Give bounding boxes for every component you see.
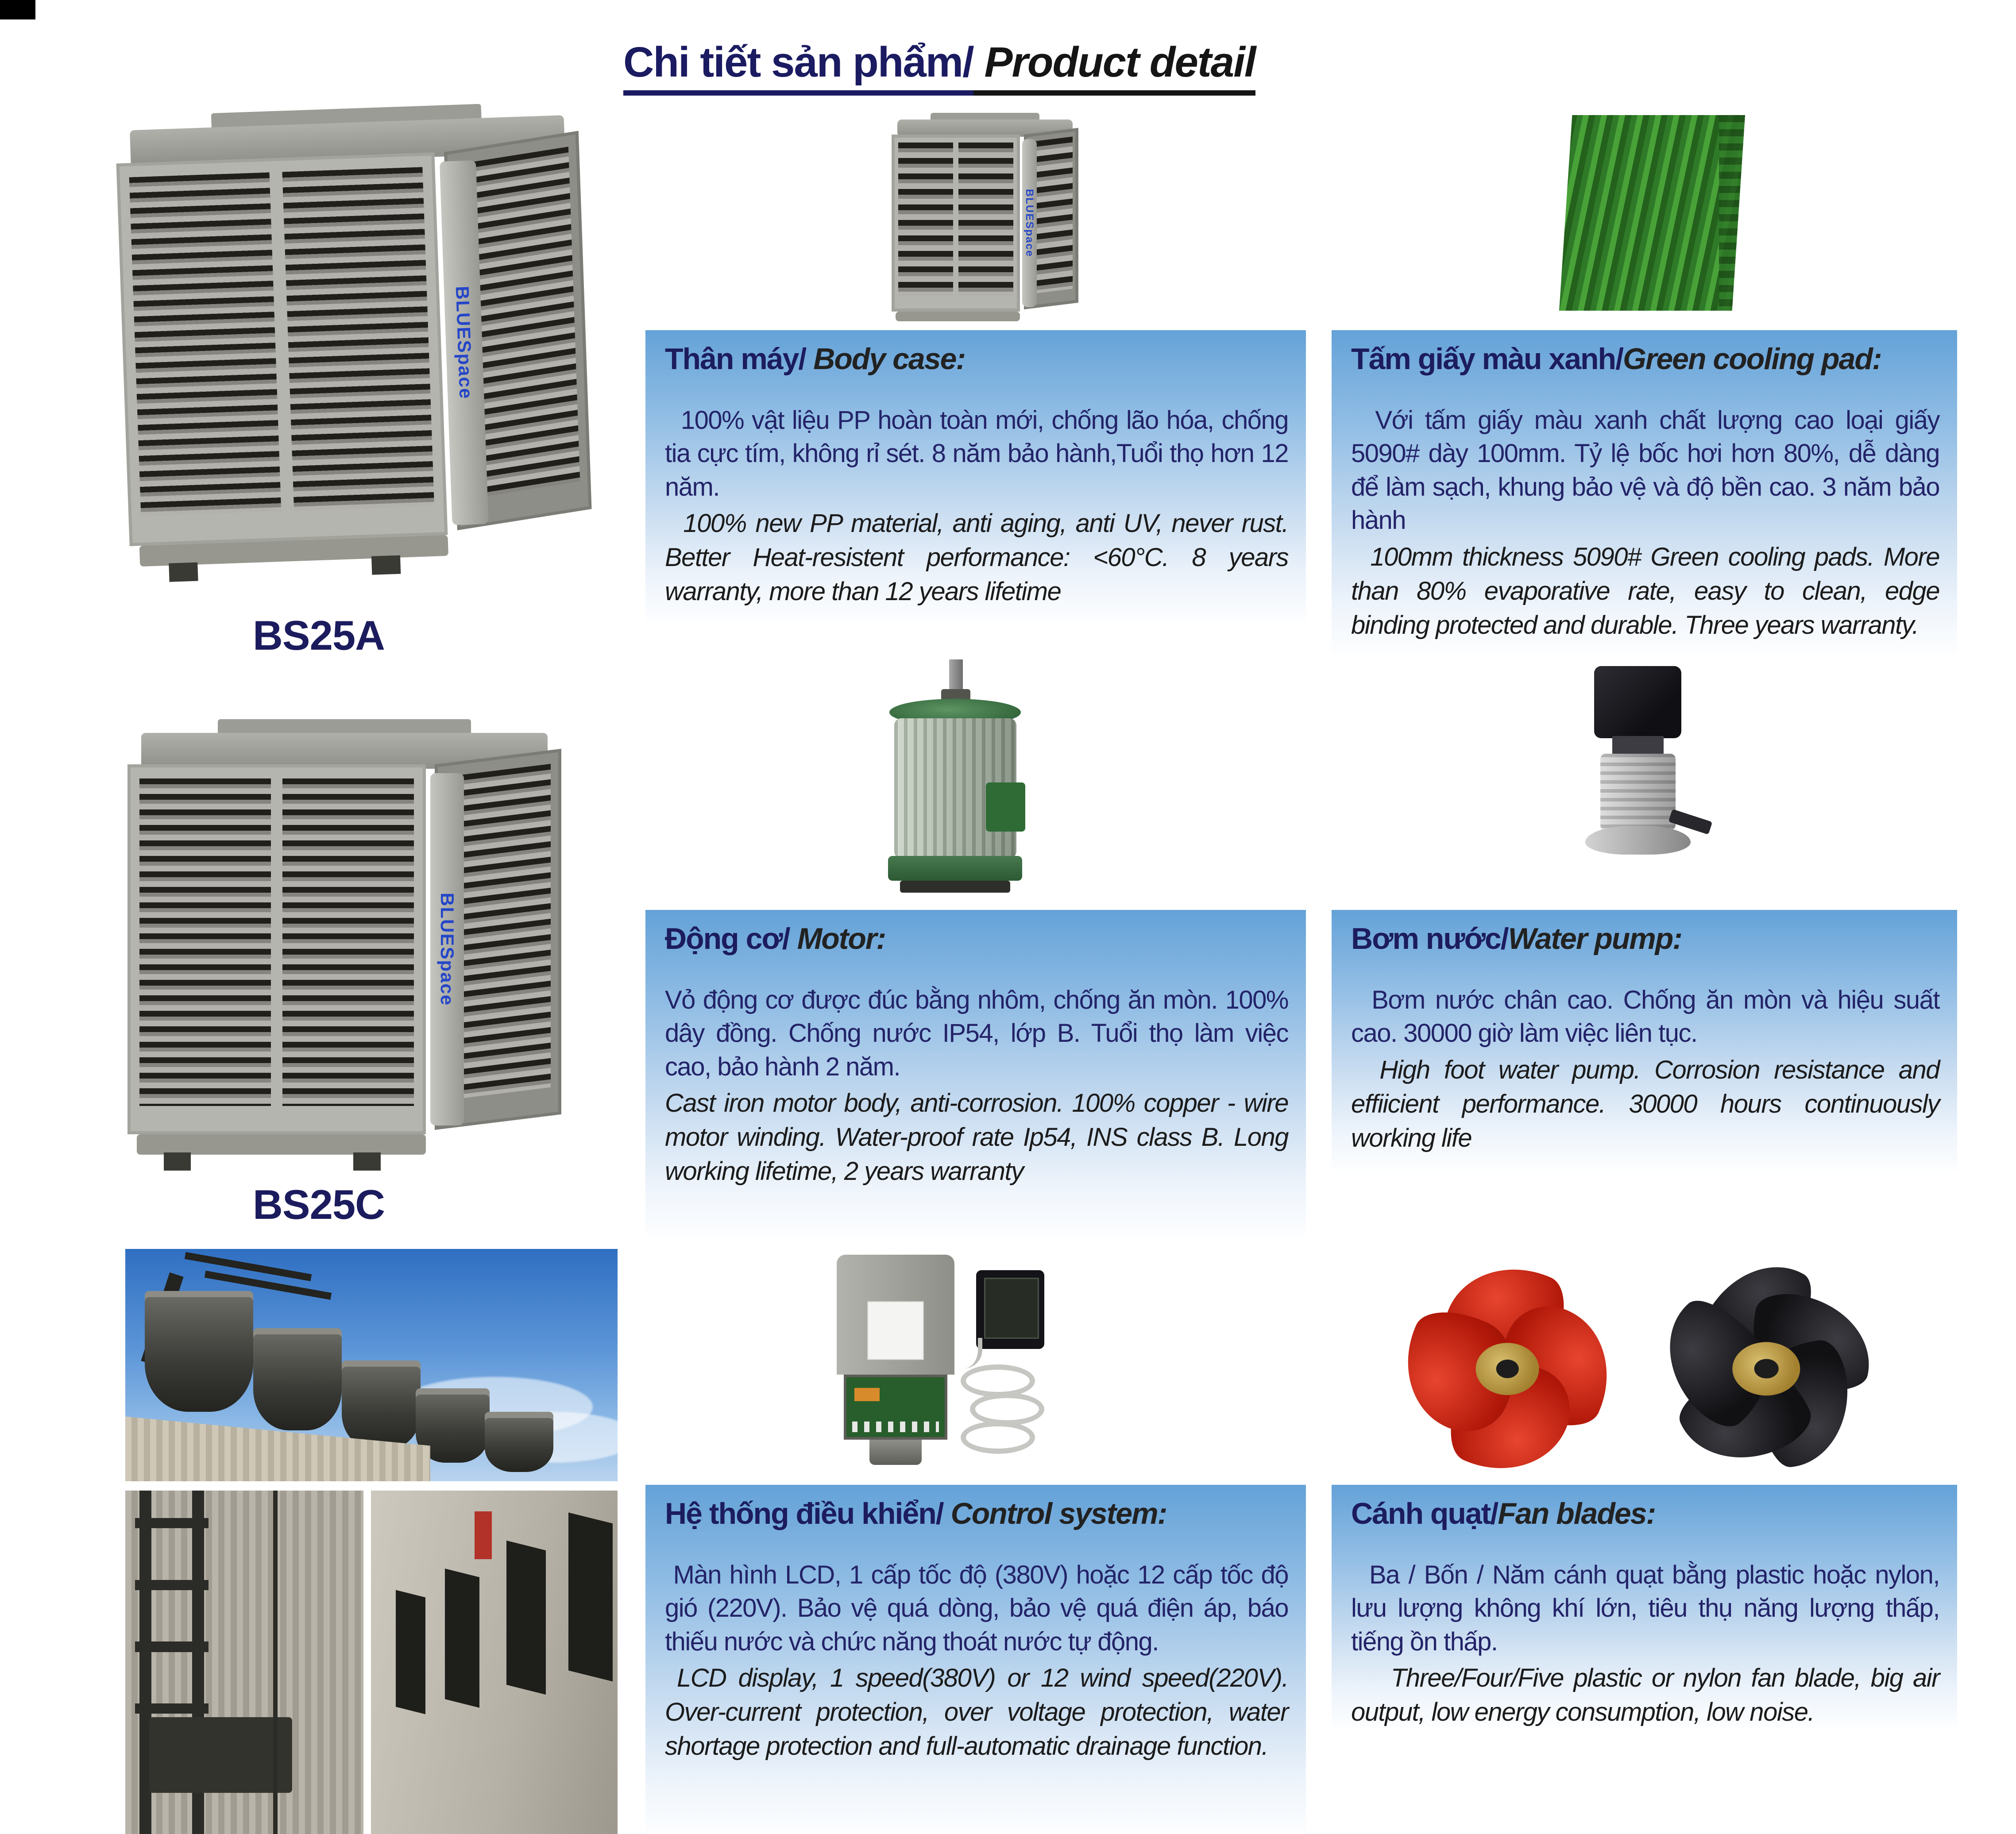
section-body-case <box>645 330 1306 622</box>
section-fan-blades-text-en: Three/Four/Five plastic or nylon fan blade, big air output, low energy consumption, low noise. <box>1351 1664 1946 1727</box>
brand-logo-text: BLUESpace <box>437 893 458 1006</box>
body-case-product-photo <box>888 113 1082 329</box>
section-green-pad-text-vi: Với tấm giấy màu xanh chất lượng cao loại giấy 5090# dày 100mm. Tỷ lệ bốc hơi hơn 80%, dễ dàng để làm sạch, khung bảo vệ và độ bền cao. 3 năm bảo hành <box>1351 406 1946 535</box>
section-fan-blades-header: Cánh quạt/Fan blades: <box>1351 1497 1656 1530</box>
section-body-case-header: Thân máy/ Body case: <box>665 342 966 376</box>
section-control-system-text-en: LCD display, 1 speed(380V) or 12 wind speed(220V). Over-current protection, over voltage protection, water shortage protection and full-automatic drainage function. <box>665 1664 1295 1761</box>
section-water-pump-text-en: High foot water pump. Corrosion resistance and effiicient performance. 30000 hours continuously working life <box>1351 1055 1946 1153</box>
bs25a-product-photo <box>105 100 603 583</box>
model-label-bs25a: BS25A <box>253 612 385 659</box>
section-water-pump <box>1332 910 1957 1171</box>
section-motor <box>645 910 1306 1236</box>
installation-photo-roofline <box>125 1249 618 1481</box>
cooler-brand-strip <box>1022 139 1037 308</box>
section-water-pump-text-vi: Bơm nước chân cao. Chống ăn mòn và hiệu suất cao. 30000 giờ làm việc liên tục. <box>1351 986 1946 1048</box>
section-control-system-header: Hệ thống điều khiển/ Control system: <box>665 1497 1167 1530</box>
section-control-system <box>645 1485 1306 1834</box>
black-fan-blade-photo <box>1636 1257 1897 1480</box>
section-body-case-text-vi: 100% vật liệu PP hoàn toàn mới, chống lão hóa, chống tia cực tím, không rỉ sét. 8 năm bảo hành,Tuổi thọ hơn 12 năm. <box>665 406 1295 501</box>
section-body-case-text-en: 100% new PP material, anti aging, anti UV, never rust. Better Heat-resistent performance: <60°C. 8 years warranty, more than 12 years lifetime <box>665 509 1295 606</box>
motor-product-photo <box>879 659 1031 905</box>
section-fan-blades-text-vi: Ba / Bốn / Năm cánh quạt bằng plastic hoặc nylon, lưu lượng không khí lớn, tiêu thụ năng lượng thấp, tiếng ồn thấp. <box>1351 1560 1946 1656</box>
installation-photo-wall-units <box>371 1491 618 1834</box>
red-fan-blade-photo <box>1386 1260 1629 1477</box>
section-green-pad <box>1332 330 1957 654</box>
page-title <box>623 38 1255 87</box>
model-label-bs25c: BS25C <box>253 1181 385 1228</box>
section-green-pad-text-en: 100mm thickness 5090# Green cooling pads. More than 80% evaporative rate, easy to clean, edge binding protected and durable. Three years warranty. <box>1351 542 1946 640</box>
cooler-brand-strip <box>430 773 464 1125</box>
green-cooling-pad-photo <box>1559 115 1745 311</box>
section-motor-text-en: Cast iron motor body, anti-corrosion. 100% copper - wire motor winding. Water-proof rate Ip54, INS class B. Long working lifetime, 2 years warranty <box>665 1089 1295 1186</box>
section-control-system-text-vi: Màn hình LCD, 1 cấp tốc độ (380V) hoặc 12 cấp tốc độ gió (220V). Bảo vệ quá dòng, bảo vệ quá điện áp, báo thiếu nước và chức năng thoát nước tự động. <box>665 1560 1295 1656</box>
section-water-pump-header: Bơm nước/Water pump: <box>1351 922 1682 956</box>
brand-logo-text: BLUESpace <box>452 285 477 400</box>
water-pump-product-photo <box>1567 666 1718 885</box>
installation-photo-ladder <box>125 1491 363 1834</box>
section-motor-header: Động cơ/ Motor: <box>665 922 886 956</box>
cooler-front-louvers <box>116 152 448 546</box>
control-system-product-photo <box>775 1255 1085 1474</box>
page-title-english: Product detail <box>973 39 1255 96</box>
section-fan-blades <box>1332 1485 1957 1728</box>
lcd-remote <box>976 1270 1044 1349</box>
brand-logo-text: BLUESpace <box>1023 189 1036 257</box>
page-corner-mark <box>0 0 35 19</box>
section-motor-text-vi: Vỏ động cơ được đúc bằng nhôm, chống ăn mòn. 100% dây đồng. Chống nước IP54, lớp B. Tuổi thọ làm việc cao, bảo hành 2 năm. <box>665 986 1295 1081</box>
bs25c-product-photo <box>119 719 570 1171</box>
section-green-pad-header: Tấm giấy màu xanh/Green cooling pad: <box>1351 342 1881 376</box>
page-title-vietnamese: Chi tiết sản phẩm/ <box>623 39 973 96</box>
